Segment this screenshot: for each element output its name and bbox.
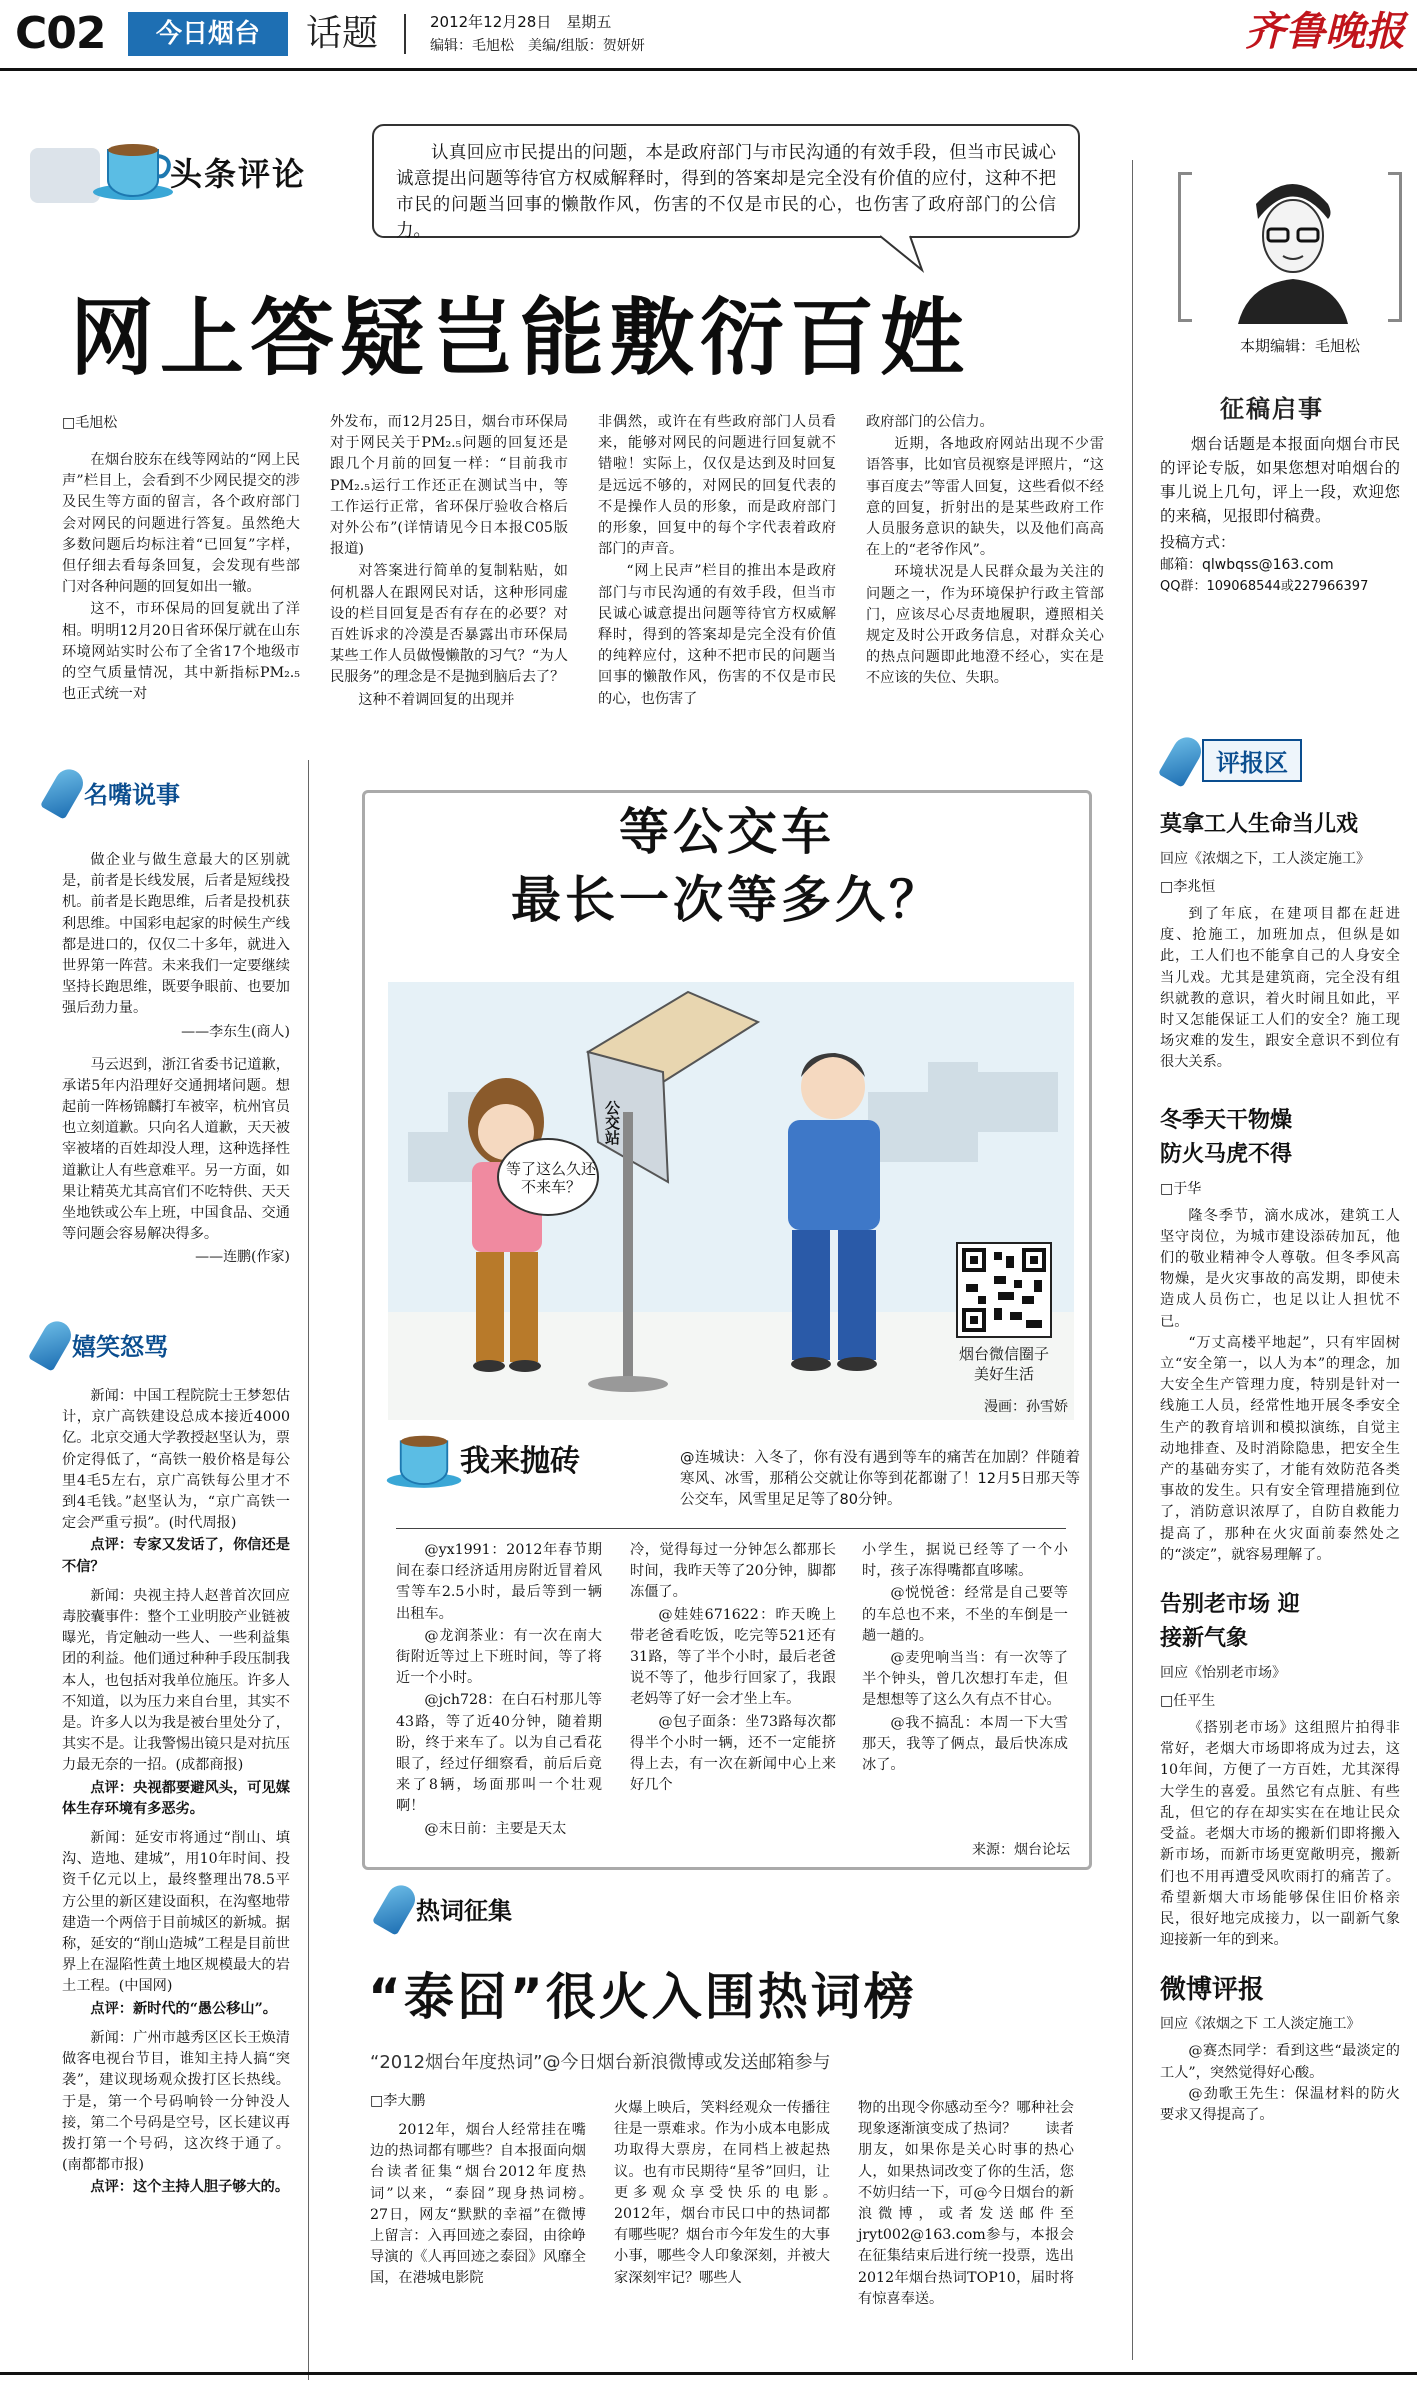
hotword-col-1	[370, 2120, 615, 2291]
pingbao-column	[1160, 808, 1400, 2126]
editor-label: 本期编辑：毛旭松	[1240, 337, 1361, 355]
comment-5: 冷，觉得每过一分钟怎么都那长时间，我昨天等了20分钟，脚都冻僵了。	[630, 1542, 836, 1601]
paozhuan-badge	[384, 1424, 644, 1498]
hotword-title: “泰囧”很火入围热词榜	[368, 1968, 917, 2026]
pen-icon	[40, 764, 88, 820]
pingbao-author-3: □任平生	[1160, 1693, 1216, 1710]
coffee-cup-icon	[384, 1424, 464, 1494]
xixiao-news-4: 新闻：广州市越秀区区长王焕清做客电视台节目，谁知主持人搞“突袭”，建议现场观众拨打区长热线。于是，第一个号码响铃一分钟没人接，第二个号码是空号，区长建议再拨打第一个号码，这次终于通了。(南都都市报)	[62, 2029, 290, 2174]
weibo-title: 微博评报	[1160, 1975, 1265, 2006]
xixiao-comment-4: 点评：这个主持人胆子够大的。	[90, 2179, 290, 2196]
pingbao-body-3: 《搭别老市场》这组照片拍得非常好，老烟大市场即将成为过去，这10年间，方便了一方百姓，尤其深得大学生的喜爱。虽然它有点脏、有些乱，但它的存在却实实在在地让民众受益。老烟大市场的搬新们即将搬入新市场，而新市场更宽敞明亮，搬新们也不用再遭受风吹雨打的痛苦了。希望新烟大市场能够保住旧价格亲民，很好地完成接力，以一副新气象迎接新一年的到来。	[1160, 1720, 1400, 1949]
xixiao-news-3: 新闻：延安市将通过“削山、填沟、造地、建城”，用10年时间、投资千亿元以上，最终整理出78.5平方公里的新区建设面积，在沟壑地带建造一个两倍于目前城区的新城。据称，延安的“削山造城”工程是目前世界上在湿陷性黄土地区规模最大的岩土工程。(中国网)	[62, 1830, 290, 1995]
mingzui-sig2: ——连鹏(作家)	[195, 1249, 290, 1266]
bracket-left	[1178, 172, 1192, 322]
lead-badge-label: 头条评论	[170, 155, 307, 193]
speech-bubble-text: 等了这么久还不来车？	[506, 1160, 597, 1196]
hotword-subtitle: “2012烟台年度热词”@今日烟台新浪微博或发送邮箱参与	[370, 2052, 831, 2073]
notice-text: 烟台话题是本报面向烟台市民的评论专版，如果您想对咱烟台的事儿说上几句，评上一段，欢迎您的来稿，见报即付稿费。	[1160, 435, 1400, 525]
paozhuan-label: 我来抛砖	[460, 1444, 580, 1479]
notice-body	[1160, 432, 1400, 598]
topic-label: 话题	[306, 13, 379, 54]
lead-col-2	[330, 412, 568, 712]
lead-p6: 非偶然，或许在有些政府部门人员看来，能够对网民的问题进行回复就不错啦！实际上，仅仅是达到及时回复是远远不够的，对网民的回复代表的不是操作人员的形象，而是政府部门的形象，回复中的每个字代表着政府部门的声音。	[598, 414, 836, 558]
page-code: C02	[15, 8, 106, 59]
xixiao-label: 嬉笑怒骂	[72, 1332, 168, 1361]
pingbao-label: 评报区	[1202, 739, 1302, 782]
lead-badge	[30, 128, 330, 208]
hotword-p1: 2012年，烟台人经常挂在嘴边的热词都有哪些？自本报面向烟台读者征集“烟台2012年度热词”以来，“泰囧”现身热词榜。 27日，网友“默默的幸福”在微博上留言：入再回迹之泰囧，由徐峥导演的《人再回迹之泰囧》风靡全国，在港城电影院	[370, 2122, 615, 2287]
weekday-text: 星期五	[566, 13, 612, 31]
comment-3: @jch728：在白石村那儿等43路，等了近40分钟，随着期盼，终于来车了。以为自己看花眼了，经过仔细察看，前后后竟来了8辆，场面那叫一个壮观啊！	[396, 1692, 602, 1815]
lead-quote-box	[372, 124, 1080, 241]
header-editors: 编辑：毛旭松 美编/组版：贺妍妍	[430, 38, 645, 54]
pingbao-title-2: 冬季天干物燥 防火马虎不得	[1160, 1107, 1293, 1167]
lead-p2: 这不，市环保局的回复就出了洋相。明明12月20日省环保厅就在山东环境网站实时公布了全省17个地级市的空气质量情况，其中新指标PM₂.₅也正式统一对	[62, 601, 300, 703]
right-column-divider	[1132, 160, 1133, 2360]
pingbao-badge	[1168, 736, 1302, 784]
mingzui-p1: 做企业与做生意最大的区别就是，前者是长线发展，后者是短线投机。前者是长跑思维，后者是投机获利思维。中国彩电起家的时候生产线都是进口的，仅仅二十多年，就进入世界第一阵营。未来我们一定要继续坚持长跑思维，既要争眼前、也要加强后劲力量。	[62, 852, 290, 1017]
xixiao-body	[62, 1386, 290, 2200]
pingbao-ref-3: 回应《怡别老市场》	[1160, 1665, 1286, 1682]
bracket-right	[1388, 172, 1402, 322]
hotword-col-2	[614, 2098, 859, 2290]
lead-quote-text: 认真回应市民提出的问题，本是政府部门与市民沟通的有效手段，但当市民诚心诚意提出问题等待官方权威解释时，得到的答案却是完全没有价值的应付，这种不把市民的问题当回事的懒散作风，伤害的不仅是市民的心，也伤害了政府部门的公信力。	[396, 143, 1056, 241]
comment-4: @末日前：主要是天太	[424, 1820, 567, 1837]
bus-stop-sign: 公交站	[603, 1100, 621, 1145]
comment-7: @包子面条：坐73路每次都得半个小时一辆，还不一定能挤得上去，有一次在新闻中心上来好几个	[630, 1713, 836, 1794]
lead-p9: 近期，各地政府网站出现不少雷语答事，比如官员视察是评照片，“这事百度去”等雷人回复，这些看似不经意的回复，折射出的是某些政府工作人员服务意识的缺失，以及他们高高在上的“老爷作风”。	[866, 436, 1104, 559]
qr-code-icon[interactable]	[956, 1242, 1052, 1338]
mingzui-p2: 马云迟到，浙江省委书记道歉，承诺5年内沿理好交通拥堵问题。想起前一阵杨锦麟打车被宰，杭州官员也立刻道歉。只向名人道歉，天天被宰被堵的百姓却没人理，这种选择性道歉让人有些意难平。另一方面，如果让精英尤其高官们不吃特供、天天坐地铁或公车上班，中国食品、交通等问题会容易解决得多。	[62, 1056, 290, 1243]
comment-10: @麦兜响当当：有一次等了半个钟头，曾几次想打车走，但是想想等了这么久有点不甘心。	[862, 1650, 1068, 1709]
mingzui-badge	[50, 768, 180, 816]
footer-rule	[0, 2372, 1417, 2375]
paozhuan-rule	[396, 1528, 1066, 1529]
lead-p1: 在烟台胶东在线等网站的“网上民声”栏目上，会看到不少网民提交的涉及民生等方面的留言，各个政府部门会对网民的问题进行答复。虽然绝大多数问题后均标注着“已回复”字样，但仔细去看每条回复，会发现有些部门对各种问题的回复如出一辙。	[62, 452, 300, 596]
pingbao-title-1: 莫拿工人生命当儿戏	[1160, 812, 1359, 837]
lead-author: □毛旭松	[62, 415, 118, 431]
pingbao-ref-1: 回应《浓烟之下，工人淡定施工》	[1160, 851, 1370, 867]
contact-email[interactable]: 邮箱：qlwbqss@163.com	[1160, 557, 1334, 573]
lead-title: 网上答疑岂能敷衍百姓	[70, 289, 971, 387]
pingbao-body-2b: “万丈高楼平地起”，只有牢固树立“安全第一，以人为本”的理念，加大安全生产管理力度，特别是针对一线施工人员，经常性地开展冬季安全生产的教育培训和模拟演练，自觉主动地排查、及时消除隐患，把安全生产的基础夯实了，才能有效防范各类事故的发生。只有安全管理措施到位了，消防意识浓厚了，自防自救能力提高了，那种在火灾面前泰然处之的“淡定”，就容易理解了。	[1160, 1334, 1400, 1563]
paozhuan-col-1	[396, 1540, 602, 1841]
comment-2: @龙润茶业：有一次在南大街附近等过上下班时间，等了将近一个小时。	[396, 1627, 602, 1687]
lead-p3: 外发布，而12月25日，烟台市环保局对于网民关于PM₂.₅问题的回复还是跟几个月前的回复一样：“目前我市PM₂.₅运行工作还正在测试当中，等工作运行正常，省环保厅验收合格后对外公布”(详情请见今日本报C05版报道)	[330, 414, 568, 558]
weibo-item-1: @赛杰同学：看到这些“最淡定的工人”，突然觉得好心酸。	[1160, 2043, 1400, 2081]
cartoon-artist: 漫画：孙雪娇	[984, 1399, 1068, 1415]
pen-icon	[1158, 732, 1206, 788]
paper-logo: 齐鲁晚报	[1245, 8, 1405, 55]
lead-p4: 对答案进行简单的复制粘贴，如何机器人在跟网民对话，这种形同虚设的栏目回复是否有存在的必要？对百姓诉求的冷漠是否暴露出市环保局某些工作人员做慢懒散的习气？“为人民服务”的理念是不是抛到脑后去了？	[330, 563, 568, 686]
bus-cartoon	[388, 982, 1074, 1420]
header-rule	[0, 68, 1417, 71]
date-text: 2012年12月28日	[430, 13, 552, 31]
lead-p7: “网上民声”栏目的推出本是政府部门与市民沟通的有效手段，但当市民诚心诚意提出问题等待官方权威解释时，得到的答案却是完全没有价值的纯粹应付，这种不把市民的问题当回事的懒散作风，伤害的不仅是市民的心，也伤害了	[598, 563, 836, 707]
comment-6: @娃娃671622：昨天晚上带老爸看吃饭，吃完等521还有31路，等了半个小时，最后老爸说不等了，他步行回家了，我跟老妈等了好一会才坐上车。	[630, 1606, 836, 1708]
editor-portrait	[1228, 174, 1358, 324]
paozhuan-col-3	[862, 1540, 1068, 1777]
weibo-item-2: @劲歌王先生：保温材料的防火要求又得提高了。	[1160, 2085, 1400, 2123]
pen-icon	[372, 1880, 420, 1936]
hotword-p2: 火爆上映后，笑料经观众一传播往往是一票难求。作为小成本电影成功取得大票房，在同档上被起热议。也有市民期待“星爷”回归，让更多观众享受快乐的电影。 2012年，烟台市民口中的热词都有哪些呢？烟台市今年发生的大事小事，哪些令人印象深刻，并被大家深刻牢记？哪些人	[614, 2100, 859, 2286]
bus-title-line-2: 最长一次等多久？	[511, 871, 943, 929]
comment-8: 小学生，据说已经等了一个小时，孩子冻得嘴都直哆嗦。	[862, 1542, 1068, 1580]
lead-col-4	[866, 412, 1104, 691]
lead-p8: 政府部门的公信力。	[866, 414, 994, 430]
lead-p10: 环境状况是人民群众最为关注的问题之一，作为环境保护行政主管部门，应该尽心尽责地履职，遵照相关规定及时公开政务信息，对群众关心的热点问题即此地澄不经心，实在是不应该的失位、失职。	[866, 564, 1104, 687]
hotword-col-3	[858, 2098, 1074, 2311]
xixiao-badge	[38, 1320, 168, 1368]
weibo-ref: 回应《浓烟之下 工人淡定施工》	[1160, 2016, 1361, 2033]
lead-p5: 这种不着调回复的出现并	[358, 691, 515, 708]
left-column-divider	[308, 760, 309, 2380]
pingbao-body-2a: 隆冬季节，滴水成冰，建筑工人坚守岗位，为城市建设添砖加瓦，他们的敬业精神令人尊敬。但冬季风高物燥，是火灾事故的高发期，即使未造成人员伤亡，也足以让人担忧不已。	[1160, 1207, 1400, 1330]
lead-col-1	[62, 450, 300, 706]
pingbao-author-1: □李兆恒	[1160, 879, 1216, 895]
pingbao-body-1: 到了年底，在建项目都在赶进度、抢施工，加班加点，但纵是如此，工人们也不能拿自己的人身安全当儿戏。尤其是建筑商，完全没有组织就教的意识，着火时闹且如此，平时又怎能保证工人们的安全？施工现场灾难的发生，跟安全意识不到位有很大关系。	[1160, 906, 1400, 1071]
pen-icon	[28, 1316, 76, 1372]
bus-title-line-1: 等公交车	[619, 803, 835, 861]
xixiao-news-1: 新闻：中国工程院院士王梦恕估计，京广高铁建设总成本接近4000亿。北京交通大学教授赵坚认为，票价定得低了，“高铁一般价格是每公里4毛5左右，京广高铁每公里才不到4毛钱。”赵坚认为，“京广高铁一定会严重亏损”。(时代周报)	[62, 1388, 290, 1532]
section-label: 今日烟台	[128, 12, 288, 56]
notice-title: 征稿启事	[1220, 395, 1324, 423]
coffee-cup-icon	[90, 136, 176, 202]
contact-qq: QQ群：109068544或227966397	[1160, 579, 1369, 594]
qr-caption-1: 烟台微信圈子	[958, 1345, 1049, 1363]
paozhuan-intro: @连城诀：入冬了，你有没有遇到等车的痛苦在加剧？伴随着寒风、冰雪，那稍公交就让你等到花都谢了！12月5日那天等公交车，风雪里足足等了80分钟。	[680, 1450, 1080, 1508]
paozhuan-col-2	[630, 1540, 836, 1797]
mingzui-sig1: ——李东生(商人)	[181, 1023, 290, 1040]
pingbao-author-2: □于华	[1160, 1180, 1202, 1197]
header-date	[430, 12, 611, 32]
header-divider	[404, 14, 406, 54]
xixiao-news-2: 新闻：央视主持人赵普首次回应毒胶囊事件：整个工业明胶产业链被曝光，肯定触动一些人、一些利益集团的利益。他们通过种种手段压制我本人，也包括对我单位施压。许多人不知道，以为压力来自台里，其实不是。许多人以为我是被台里处分了，其实不是。让我警惕出镜只是对抗压力最无奈的一招。(成都商报)	[62, 1587, 290, 1774]
hotword-p3: 物的出现令你感动至今？哪种社会现象逐渐演变成了热词？ 读者朋友，如果你是关心时事的热心人，如果热词改变了你的生活，您不妨归结一下，可@今日烟台的新浪微博，或者发送邮件至jryt002@163.com参与，本报会在征集结束后进行统一投票，选出2012年烟台热词TOP10，届时将有惊喜奉送。	[858, 2100, 1074, 2307]
editor-photo-box	[1178, 172, 1402, 332]
comment-1: @yx1991：2012年春节期间在泰口经济适用房附近冒着风雪等车2.5小时，最后等到一辆出租车。	[396, 1542, 602, 1622]
xixiao-comment-3: 点评：新时代的“愚公移山”。	[90, 2000, 277, 2017]
pingbao-title-3: 告别老市场 迎接新气象	[1160, 1592, 1300, 1652]
comment-9: @悦悦爸：经常是自己要等的车总也不来，不坐的车倒是一趟一趟的。	[862, 1585, 1068, 1644]
comment-11: @我不搞乱：本周一下大雪那天，我等了俩点，最后快冻成冰了。	[862, 1714, 1068, 1774]
mingzui-label: 名嘴说事	[84, 780, 180, 809]
xixiao-comment-2: 点评：央视都要避风头，可见媒体生存环境有多恶劣。	[62, 1779, 290, 1817]
paozhuan-source: 来源：烟台论坛	[972, 1842, 1070, 1858]
qr-caption-2: 美好生活	[973, 1365, 1034, 1383]
masthead	[0, 0, 1417, 70]
hotword-author: □李大鹏	[370, 2093, 426, 2109]
lead-col-3	[598, 412, 836, 711]
quote-bubble-tail	[880, 234, 940, 274]
hotword-label: 热词征集	[416, 1896, 512, 1925]
hotword-badge	[382, 1884, 512, 1932]
mingzui-body	[62, 850, 290, 1268]
xixiao-comment-1: 点评：专家又发话了，你信还是不信？	[62, 1537, 290, 1575]
contact-title: 投稿方式：	[1160, 533, 1236, 551]
